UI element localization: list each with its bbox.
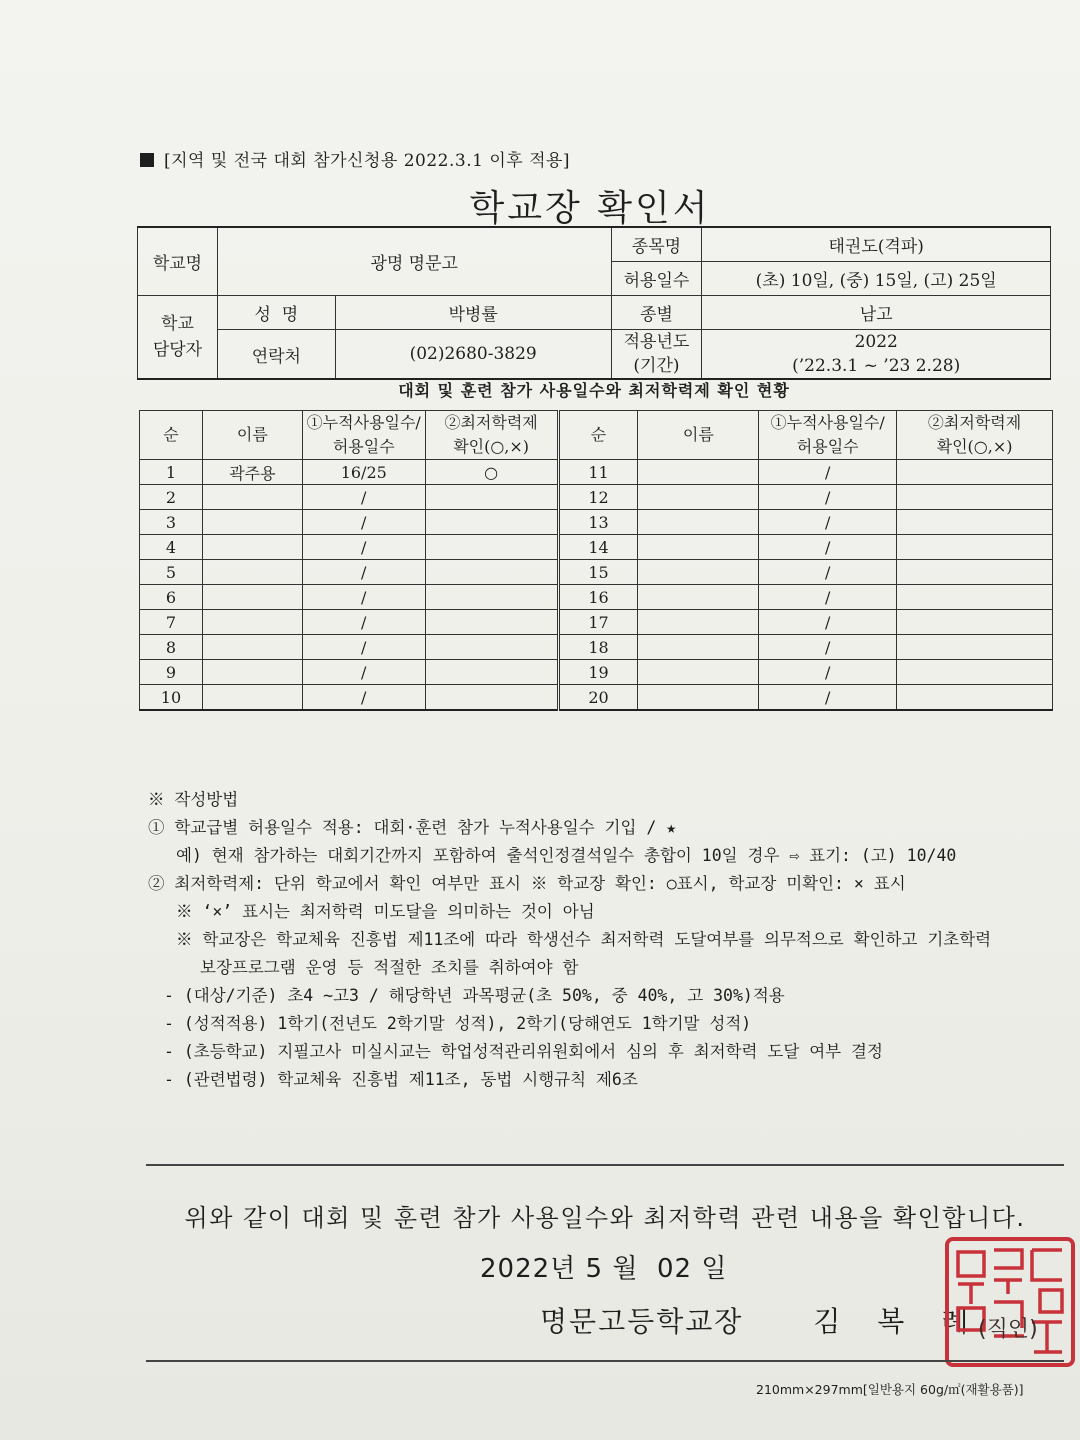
year-value xyxy=(702,330,1051,380)
cell-days-right: / xyxy=(759,685,897,711)
instruction-line: - (대상/기준) 초4 ~고3 / 해당학년 과목평균(초 50%, 중 40%, 고 30%)적용 xyxy=(164,986,785,1005)
cell-no-right: 20 xyxy=(558,685,638,711)
gender-value: 남고 xyxy=(702,296,1051,330)
cell-no: 9 xyxy=(140,660,203,685)
cell-check xyxy=(425,535,558,560)
cell-name-right xyxy=(638,585,759,610)
year-label xyxy=(611,330,702,380)
col-name: 이름 xyxy=(202,411,302,460)
cell-check xyxy=(425,635,558,660)
cell-days: / xyxy=(302,585,425,610)
cell-no-right: 15 xyxy=(558,560,638,585)
cell-no-right: 12 xyxy=(558,485,638,510)
cell-days-right: / xyxy=(759,510,897,535)
instruction-line: ※ 학교장은 학교체육 진흥법 제11조에 따라 학생선수 최저학력 도달여부를 의무적으로 확인하고 기초학력 xyxy=(176,930,992,949)
cell-days-right: / xyxy=(759,635,897,660)
table-row xyxy=(140,535,1053,560)
contact-value: (02)2680-3829 xyxy=(335,330,611,380)
sport-label: 종목명 xyxy=(611,227,702,262)
cell-name: 곽주용 xyxy=(202,460,302,485)
col-name-right: 이름 xyxy=(638,411,759,460)
cell-check xyxy=(425,485,558,510)
cell-name-right xyxy=(638,535,759,560)
info-table xyxy=(137,226,1051,380)
year-label-line1: 적용년도 xyxy=(623,332,690,352)
cell-no: 6 xyxy=(140,585,203,610)
cell-days: / xyxy=(302,660,425,685)
allowed-label: 허용일수 xyxy=(611,262,702,296)
cell-name xyxy=(202,635,302,660)
confirm-date: 2022년 5 월 02 일 xyxy=(480,1254,728,1284)
cell-name-right xyxy=(638,485,759,510)
cell-check: ○ xyxy=(425,460,558,485)
allowed-value: (초) 10일, (중) 15일, (고) 25일 xyxy=(702,262,1051,296)
seal-mark-text: (직인) xyxy=(978,1317,1038,1342)
name-label: 성 명 xyxy=(217,296,335,330)
table-row xyxy=(140,585,1053,610)
cell-check-right xyxy=(897,510,1053,535)
name-value: 박병률 xyxy=(335,296,611,330)
cell-check-right xyxy=(897,635,1053,660)
instruction-line: - (성적적용) 1학기(전년도 2학기말 성적), 2학기(당해연도 1학기말 성적) xyxy=(164,1014,752,1033)
col-no-right: 순 xyxy=(558,411,638,460)
cell-days-right: / xyxy=(759,535,897,560)
instruction-line: - (관련법령) 학교체육 진흥법 제11조, 동법 시행규칙 제6조 xyxy=(164,1070,638,1089)
principal-name: 김 복 례 xyxy=(813,1305,983,1338)
principal-title: 명문고등학교장 xyxy=(540,1305,744,1338)
col-days-line1: ①누적사용일수/ xyxy=(306,413,421,432)
col-check-right-line1: ②최저학력제 xyxy=(927,413,1022,432)
school-value: 광명 명문고 xyxy=(217,227,611,296)
cell-name xyxy=(202,610,302,635)
instruction-line: - (초등학교) 지필고사 미실시교는 학업성적관리위원회에서 심의 후 최저학력 도달 여부 결정 xyxy=(164,1042,883,1061)
cell-days-right: / xyxy=(759,610,897,635)
cell-no: 2 xyxy=(140,485,203,510)
cell-no-right: 13 xyxy=(558,510,638,535)
table-row xyxy=(140,485,1053,510)
cell-days-right: / xyxy=(759,485,897,510)
cell-name xyxy=(202,510,302,535)
cell-no-right: 17 xyxy=(558,610,638,635)
cell-name xyxy=(202,560,302,585)
divider-bottom xyxy=(146,1360,1064,1362)
cell-name-right xyxy=(638,635,759,660)
instruction-line: ① 학교급별 허용일수 적용: 대회·훈련 참가 누적사용일수 기입 / ★ xyxy=(148,818,677,837)
cell-check-right xyxy=(897,685,1053,711)
cell-check-right xyxy=(897,660,1053,685)
cell-name xyxy=(202,535,302,560)
table-row xyxy=(140,560,1053,585)
col-check-line2: 확인(○,×) xyxy=(453,437,530,456)
cell-check-right xyxy=(897,485,1053,510)
cell-check xyxy=(425,660,558,685)
cell-name-right xyxy=(638,660,759,685)
col-check-right-line2: 확인(○,×) xyxy=(936,437,1013,456)
cell-no-right: 14 xyxy=(558,535,638,560)
cell-check xyxy=(425,510,558,535)
cell-name-right xyxy=(638,685,759,711)
cell-no: 8 xyxy=(140,635,203,660)
year-label-line2: (기간) xyxy=(633,356,680,376)
cell-no: 5 xyxy=(140,560,203,585)
manager-label xyxy=(138,296,218,380)
square-bullet-icon xyxy=(140,153,154,167)
col-check xyxy=(425,411,558,460)
cell-check xyxy=(425,610,558,635)
cell-no: 10 xyxy=(140,685,203,711)
manager-label-line1: 학교 xyxy=(161,314,194,334)
table-row xyxy=(140,610,1053,635)
cell-days-right: / xyxy=(759,460,897,485)
participants-table xyxy=(139,410,1053,711)
instruction-line: ※ ‘×’ 표시는 최저학력 미도달을 의미하는 것이 아님 xyxy=(176,902,595,921)
cell-no: 3 xyxy=(140,510,203,535)
cell-no: 4 xyxy=(140,535,203,560)
cell-name-right xyxy=(638,510,759,535)
cell-name-right xyxy=(638,560,759,585)
cell-days-right: / xyxy=(759,660,897,685)
participants-header xyxy=(140,411,1053,460)
col-days-right-line2: 허용일수 xyxy=(796,437,859,456)
school-label: 학교명 xyxy=(138,227,218,296)
cell-check-right xyxy=(897,460,1053,485)
table-row xyxy=(140,510,1053,535)
cell-name xyxy=(202,585,302,610)
cell-days: / xyxy=(302,685,425,711)
cell-check xyxy=(425,560,558,585)
cell-days: / xyxy=(302,510,425,535)
manager-label-line2: 담당자 xyxy=(152,340,203,360)
col-days xyxy=(302,411,425,460)
cell-days: / xyxy=(302,485,425,510)
cell-check-right xyxy=(897,585,1053,610)
gender-label: 종별 xyxy=(611,296,702,330)
col-days-line2: 허용일수 xyxy=(332,437,395,456)
instructions-title: ※ 작성방법 xyxy=(148,790,239,809)
cell-days: / xyxy=(302,560,425,585)
instruction-line: ② 최저학력제: 단위 학교에서 확인 여부만 표시 ※ 학교장 확인: ○표시, 학교장 미확인: × 표시 xyxy=(148,874,906,893)
notice-line xyxy=(140,146,570,171)
official-seal-icon xyxy=(944,1236,1076,1368)
confirm-statement: 위와 같이 대회 및 훈련 참가 사용일수와 최저학력 관련 내용을 확인합니다. xyxy=(184,1204,1026,1232)
col-days-right-line1: ①누적사용일수/ xyxy=(770,413,885,432)
table-row xyxy=(140,660,1053,685)
cell-name xyxy=(202,685,302,711)
col-check-right xyxy=(897,411,1053,460)
cell-no-right: 19 xyxy=(558,660,638,685)
cell-days: / xyxy=(302,635,425,660)
cell-check-right xyxy=(897,560,1053,585)
cell-days-right: / xyxy=(759,560,897,585)
paper-spec: 210mm×297mm[일반용지 60g/㎡(재활용품)] xyxy=(756,1382,1024,1397)
period-value-text: (’22.3.1 ~ ’23 2.28) xyxy=(792,356,961,376)
table-row xyxy=(140,685,1053,711)
year-value-text: 2022 xyxy=(854,332,898,352)
section-title: 대회 및 훈련 참가 사용일수와 최저학력제 확인 현황 xyxy=(398,381,790,400)
cell-name-right xyxy=(638,610,759,635)
col-no: 순 xyxy=(140,411,203,460)
sport-value: 태권도(격파) xyxy=(702,227,1051,262)
cell-days: / xyxy=(302,535,425,560)
cell-days-right: / xyxy=(759,585,897,610)
instructions xyxy=(148,786,1068,1094)
cell-check xyxy=(425,685,558,711)
cell-check-right xyxy=(897,610,1053,635)
cell-days: / xyxy=(302,610,425,635)
cell-no-right: 16 xyxy=(558,585,638,610)
cell-name-right xyxy=(638,460,759,485)
page-title: 학교장 확인서 xyxy=(469,188,711,229)
cell-no: 7 xyxy=(140,610,203,635)
cell-no-right: 11 xyxy=(558,460,638,485)
contact-label: 연락처 xyxy=(217,330,335,380)
instruction-line: 예) 현재 참가하는 대회기간까지 포함하여 출석인정결석일수 총합이 10일 경우 ⇨ 표기: (고) 10/40 xyxy=(176,846,957,865)
divider-top xyxy=(146,1164,1064,1166)
col-check-line1: ②최저학력제 xyxy=(444,413,538,432)
table-row xyxy=(140,460,1053,485)
cell-no: 1 xyxy=(140,460,203,485)
cell-name xyxy=(202,485,302,510)
cell-no-right: 18 xyxy=(558,635,638,660)
cell-name xyxy=(202,660,302,685)
cell-days: 16/25 xyxy=(302,460,425,485)
col-days-right xyxy=(759,411,897,460)
cell-check-right xyxy=(897,535,1053,560)
signature-line xyxy=(540,1300,982,1340)
table-row xyxy=(140,635,1053,660)
notice-text: [지역 및 전국 대회 참가신청용 2022.3.1 이후 적용] xyxy=(164,151,571,171)
cell-check xyxy=(425,585,558,610)
instruction-line: 보장프로그램 운영 등 적절한 조치를 취하여야 함 xyxy=(200,958,579,977)
